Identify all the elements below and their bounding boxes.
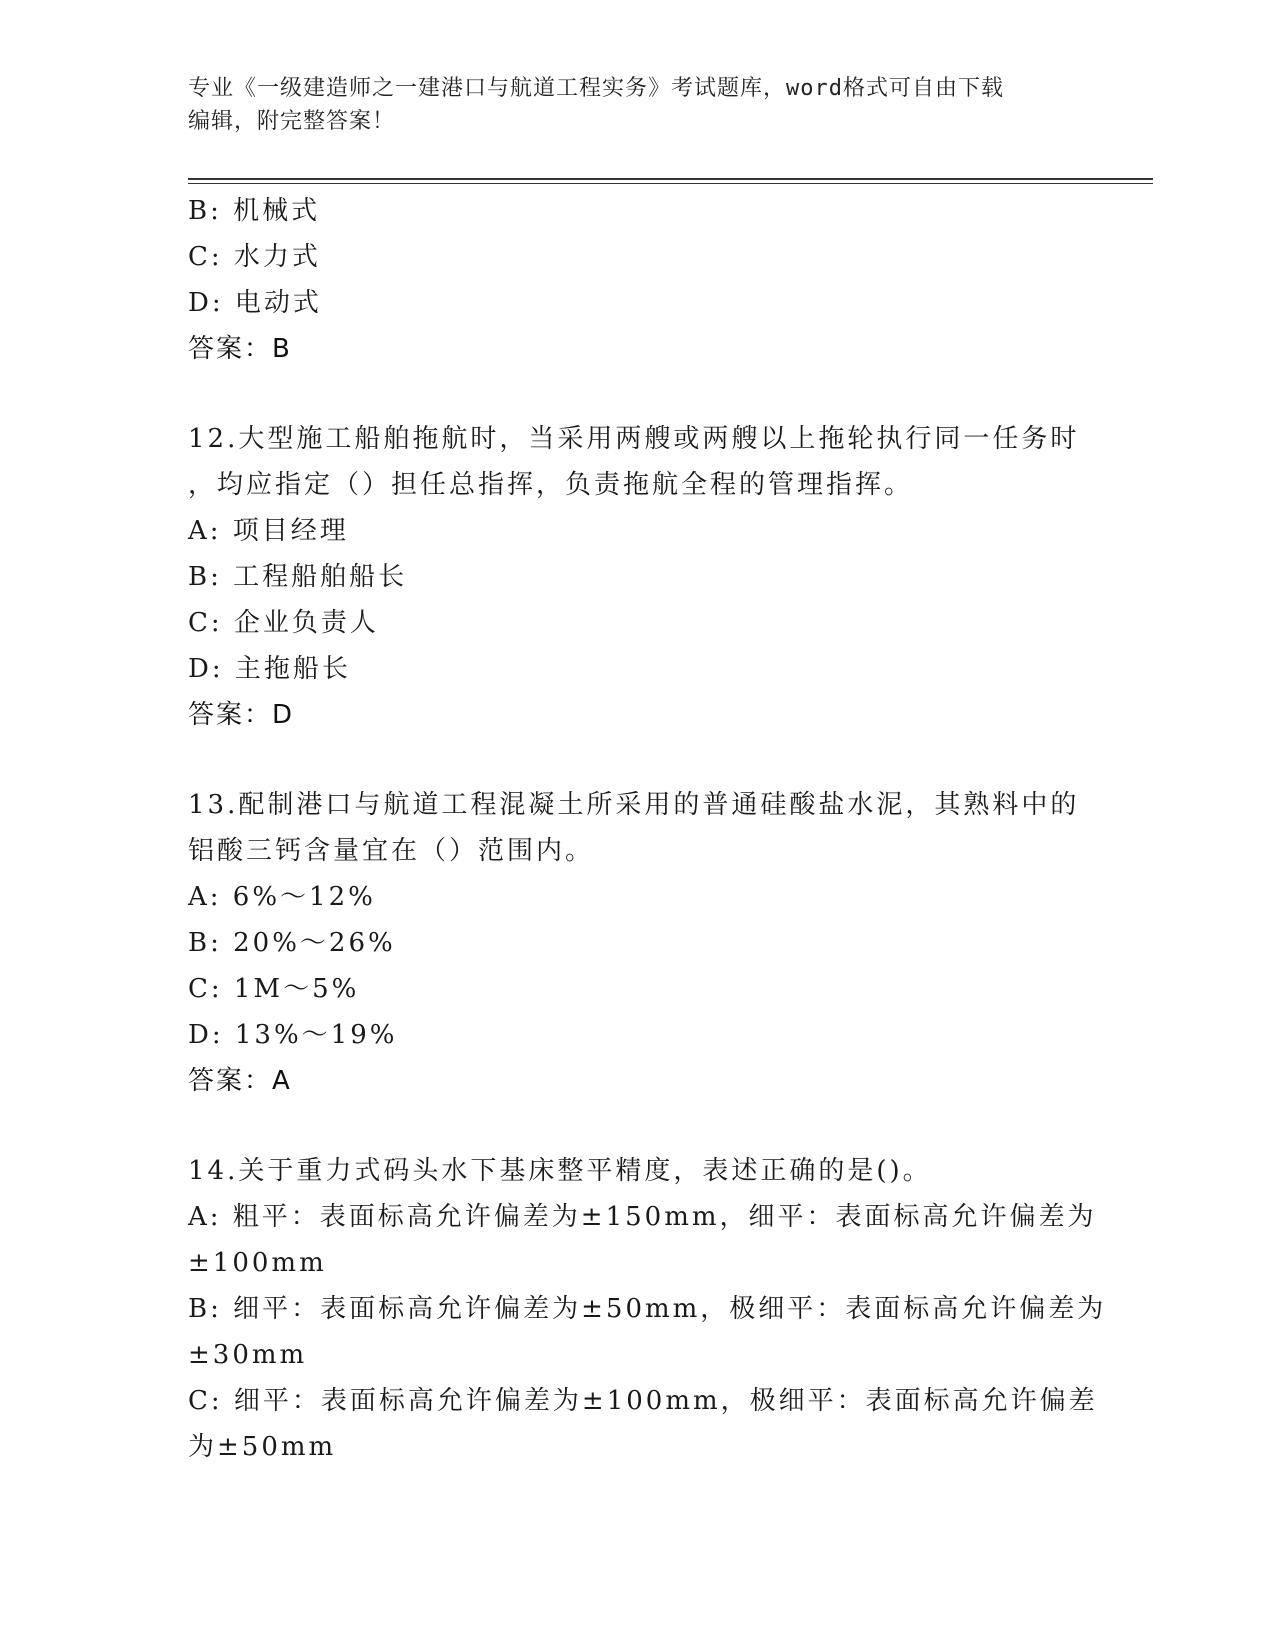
option-b-line-2: ±30mm	[188, 1340, 308, 1370]
question-list	[188, 188, 1107, 1470]
option-c: C: 企业负责人	[188, 608, 379, 638]
spacer	[188, 738, 1088, 782]
question-stem-line-2: 铝酸三钙含量宜在（）范围内。	[188, 836, 595, 866]
answer-line: 答案：B	[188, 334, 292, 364]
header-title-line-2: 编辑，附完整答案！	[188, 109, 396, 134]
option-a: A: 6%～12%	[188, 882, 376, 912]
option-b: B: 20%～26%	[188, 928, 396, 958]
option-b: B: 工程船舶船长	[188, 562, 408, 592]
question-stem-line-1: 12.大型施工船舶拖航时，当采用两艘或两艘以上拖轮执行同一任务时	[188, 424, 1080, 454]
header-divider-thin	[188, 183, 1153, 184]
option-d: D: 13%～19%	[188, 1020, 398, 1050]
header-divider-thick	[188, 178, 1153, 180]
option-d: D: 主拖船长	[188, 654, 351, 684]
option-a-line-2: ±100mm	[188, 1248, 327, 1278]
question-13	[188, 782, 1088, 1104]
answer-line: 答案：D	[188, 700, 295, 730]
answer-line: 答案：A	[188, 1066, 292, 1096]
question-stem-line-1: 14.关于重力式码头水下基床整平精度，表述正确的是()。	[188, 1156, 932, 1186]
option-c-line-1: C: 细平：表面标高允许偏差为±100mm，极细平：表面标高允许偏差	[188, 1386, 1098, 1416]
question-11	[188, 188, 1088, 372]
option-c-line-2: 为±50mm	[188, 1432, 337, 1462]
option-a: A: 项目经理	[188, 516, 349, 546]
question-12	[188, 416, 1088, 738]
spacer	[188, 372, 1088, 416]
option-c: C: 水力式	[188, 242, 321, 272]
header-title-line-1: 专业《一级建造师之一建港口与航道工程实务》考试题库，word格式可自由下载	[188, 76, 1004, 101]
option-b: B: 机械式	[188, 196, 321, 226]
option-d: D: 电动式	[188, 288, 322, 318]
spacer	[188, 1104, 1088, 1148]
option-b-line-1: B: 细平：表面标高允许偏差为±50mm，极细平：表面标高允许偏差为	[188, 1294, 1107, 1324]
option-a-line-1: A: 粗平：表面标高允许偏差为±150mm，细平：表面标高允许偏差为	[188, 1202, 1097, 1232]
question-stem-line-2: ，均应指定（）担任总指挥，负责拖航全程的管理指挥。	[188, 470, 914, 500]
document-header	[188, 72, 1088, 138]
option-c: C: 1M～5%	[188, 974, 360, 1004]
question-14	[188, 1148, 1107, 1470]
question-stem-line-1: 13.配制港口与航道工程混凝土所采用的普通硅酸盐水泥，其熟料中的	[188, 790, 1080, 820]
